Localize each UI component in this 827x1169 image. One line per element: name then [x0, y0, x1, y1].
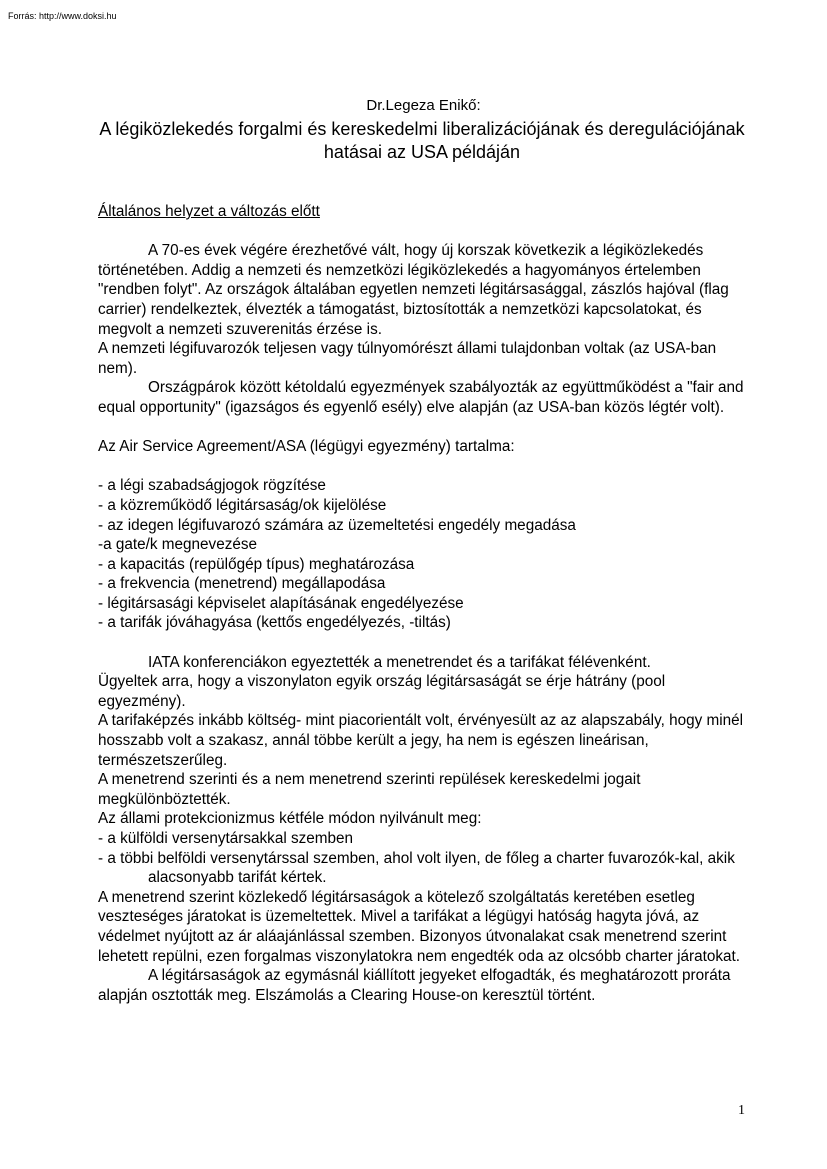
paragraph: IATA konferenciákon egyeztették a menetrendet és a tarifákat félévenként. — [148, 653, 651, 671]
paragraph: A menetrend szerinti és a nem menetrend szerinti repülések kereskedelmi jogait megkülönböztették. — [98, 771, 641, 808]
list-item: - a többi belföldi versenytárssal szemben, ahol volt ilyen, de főleg a charter fuvarozók-kal, akik alacsonyabb tarifát kértek. — [98, 849, 735, 887]
list-item: - a közreműködő légitársaság/ok kijelölése — [98, 496, 387, 514]
paragraph: Az Air Service Agreement/ASA (légügyi egyezmény) tartalma: — [98, 438, 515, 456]
section-heading: Általános helyzet a változás előtt — [98, 203, 320, 220]
paragraph: A menetrend szerint közlekedő légitársaságok a kötelező szolgáltatás keretében esetleg veszteséges járatokat is üzemeltettek. Mivel a tarifákat a légügyi hatóság hagyta jóvá, az védelmet nyújtott az ár aláajánlással szemben. Bizonyos útvonalakat csak menetrend szerint lehetett repülni, ezen forgalmas viszonylatokra nem engedték oda az olcsóbb charter járatokat. — [98, 888, 740, 965]
list-item: - a légi szabadságjogok rögzítése — [98, 477, 326, 495]
document-title: A légiközlekedés forgalmi és kereskedelmi liberalizációjának és deregulációjának hatásai az USA példáján — [99, 119, 745, 162]
list-item: - a tarifák jóváhagyása (kettős engedélyezés, -tiltás) — [98, 614, 451, 632]
list-item: - az idegen légifuvarozó számára az üzemeltetési engedély megadása — [98, 516, 576, 534]
protectionism-list — [98, 829, 746, 888]
paragraph: Ügyeltek arra, hogy a viszonylaton egyik ország légitársaságát se érje hátrány (pool egyezmény). — [98, 673, 666, 710]
list-item: - légitársasági képviselet alapításának engedélyezése — [98, 594, 464, 612]
list-item: -a gate/k megnevezése — [98, 536, 258, 554]
paragraph: Az állami protekcionizmus kétféle módon nyilvánult meg: — [98, 810, 482, 828]
source-attribution: Forrás: http://www.doksi.hu — [8, 11, 117, 21]
list-item: - a frekvencia (menetrend) megállapodása — [98, 575, 386, 593]
paragraph: Országpárok között kétoldalú egyezmények szabályozták az együttműködést a "fair and equal opportunity" (igazságos és egyenlő esély) elve alapján (az USA-ban közös légtér volt). — [98, 379, 744, 416]
paragraph: A 70-es évek végére érezhetővé vált, hogy új korszak következik a légiközlekedés történetében. Addig a nemzeti és nemzetközi légiközlekedés a hagyományos értelemben "rendben folyt". Az országok általában egyetlen nemzeti légitársasággal, zászlós hajóval (flag carrier) rendelkeztek, élvezték a támogatást, biztosították a nemzetközi kapcsolatokat, és megvolt a nemzeti szuverenitás érzése is. — [98, 242, 729, 338]
paragraph: A légitársaságok az egymásnál kiállított jegyeket elfogadták, és meghatározott proráta alapján osztották meg. Elszámolás a Clearing House-on keresztül történt. — [98, 967, 731, 1004]
author-line: Dr.Legeza Enikő: — [366, 97, 481, 114]
document-body — [98, 202, 746, 1005]
paragraph: A nemzeti légifuvarozók teljesen vagy túlnyomórészt állami tulajdonban voltak (az USA-ban nem). — [98, 340, 717, 377]
paragraph: A tarifaképzés inkább költség- mint piacorientált volt, érvényesült az az alapszabály, hogy minél hosszabb volt a szakasz, annál többe került a jegy, ha nem is egészen lineárisan, természetszerűleg. — [98, 712, 744, 769]
page-number: 1 — [738, 1103, 745, 1118]
list-item: - a kapacitás (repülőgép típus) meghatározása — [98, 555, 415, 573]
list-item: - a külföldi versenytársakkal szemben — [98, 830, 354, 847]
asa-list — [98, 476, 746, 633]
